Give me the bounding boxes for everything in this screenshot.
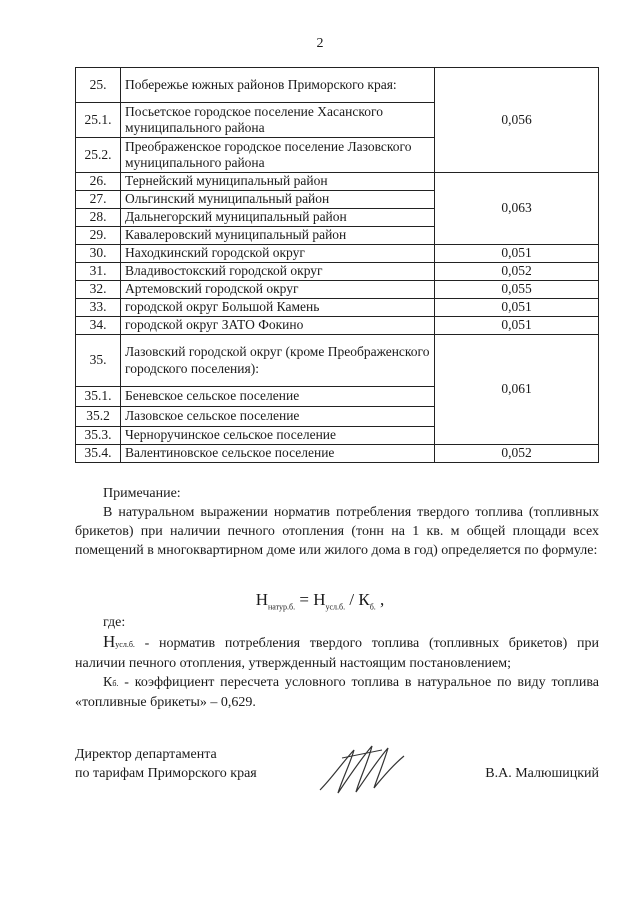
row-name: Преображенское городское поселение Лазовского муниципального района [121,138,435,173]
row-number: 26. [76,173,121,191]
where-label: где: [103,615,126,630]
formula-rhs2: К [358,590,370,609]
row-name: городской округ ЗАТО Фокино [121,317,435,335]
row-number: 35.1. [76,387,121,407]
row-name: Ольгинский муниципальный район [121,191,435,209]
row-value: 0,061 [435,335,599,445]
row-name: Черноручинское сельское поселение [121,427,435,445]
table-row [76,335,599,387]
table-row [76,281,599,299]
table-row [76,68,599,103]
row-name: Беневское сельское поселение [121,387,435,407]
formula-rhs1: Н [313,590,326,609]
handwritten-signature [312,738,412,798]
formula-rhs1-sub: усл.б. [325,602,346,612]
norm-table [75,67,599,463]
table-row [76,245,599,263]
row-name: городской округ Большой Камень [121,299,435,317]
table-row [76,317,599,335]
formula-lhs-sub: натур.б. [268,602,296,612]
table-row [76,173,599,191]
row-value: 0,051 [435,299,599,317]
definition-2 [75,673,599,712]
row-number: 28. [76,209,121,227]
page-number: 2 [316,36,324,51]
row-number: 34. [76,317,121,335]
row-name: Валентиновское сельское поселение [121,445,435,463]
def1-sub: усл.б. [115,640,135,649]
row-number: 35. [76,335,121,387]
def2-sub: б. [112,679,119,688]
row-number: 30. [76,245,121,263]
row-name: Лазовский городской округ (кроме Преображенского городского поселения): [121,335,435,387]
row-number: 25. [76,68,121,103]
def1-text: - норматив потребления твердого топлива (топливных брикетов) при наличии печного отопления, утвержденный настоящим постановлением; [75,636,599,671]
row-name: Кавалеровский муниципальный район [121,227,435,245]
row-value: 0,051 [435,317,599,335]
def1-symbol: Н [103,632,116,651]
row-number: 35.2 [76,407,121,427]
row-name: Посьетское городское поселение Хасанского муниципального района [121,103,435,138]
row-number: 27. [76,191,121,209]
formula-lhs: Н [255,590,269,609]
row-value: 0,056 [435,68,599,173]
row-name: Артемовский городской округ [121,281,435,299]
row-number: 33. [76,299,121,317]
row-value: 0,052 [435,263,599,281]
table-row [76,299,599,317]
formula-tail: , [375,590,385,609]
row-value: 0,063 [435,173,599,245]
signer-name: В.А. Малюшицкий [485,766,599,781]
row-value: 0,051 [435,245,599,263]
def2-symbol: К [103,675,113,690]
row-name: Дальнегорский муниципальный район [121,209,435,227]
table-row [76,263,599,281]
row-name: Лазовское сельское поселение [121,407,435,427]
row-number: 35.3. [76,427,121,445]
row-number: 31. [76,263,121,281]
def2-text: - коэффициент пересчета условного топлива в натуральное по виду топлива «топливные брикеты» – 0,629. [75,675,599,710]
row-number: 35.4. [76,445,121,463]
row-number: 32. [76,281,121,299]
table-row [76,445,599,463]
note-block [75,484,599,560]
formula-div: / [345,590,359,609]
row-name: Находкинский городской округ [121,245,435,263]
note-paragraph: В натуральном выражении норматив потребления твердого топлива (топливных брикетов) при наличии печного отопления (тонн на 1 кв. м общей площади всех помещений в многоквартирном доме или жилого дома в год) определяется по формуле: [75,505,599,558]
signer-position-line1: Директор департамента [75,747,217,762]
row-number: 29. [76,227,121,245]
definition-1 [75,632,599,673]
signer-position-line2: по тарифам Приморского края [75,766,257,781]
row-name: Побережье южных районов Приморского края: [121,68,435,103]
definitions-block [75,613,599,712]
formula-rhs2-sub: б. [369,602,376,612]
note-title: Примечание: [103,486,181,501]
row-number: 25.2. [76,138,121,173]
row-number: 25.1. [76,103,121,138]
row-value: 0,055 [435,281,599,299]
row-name: Тернейский муниципальный район [121,173,435,191]
formula-eq: = [295,590,314,609]
row-value: 0,052 [435,445,599,463]
formula [0,590,640,611]
row-name: Владивостокский городской округ [121,263,435,281]
